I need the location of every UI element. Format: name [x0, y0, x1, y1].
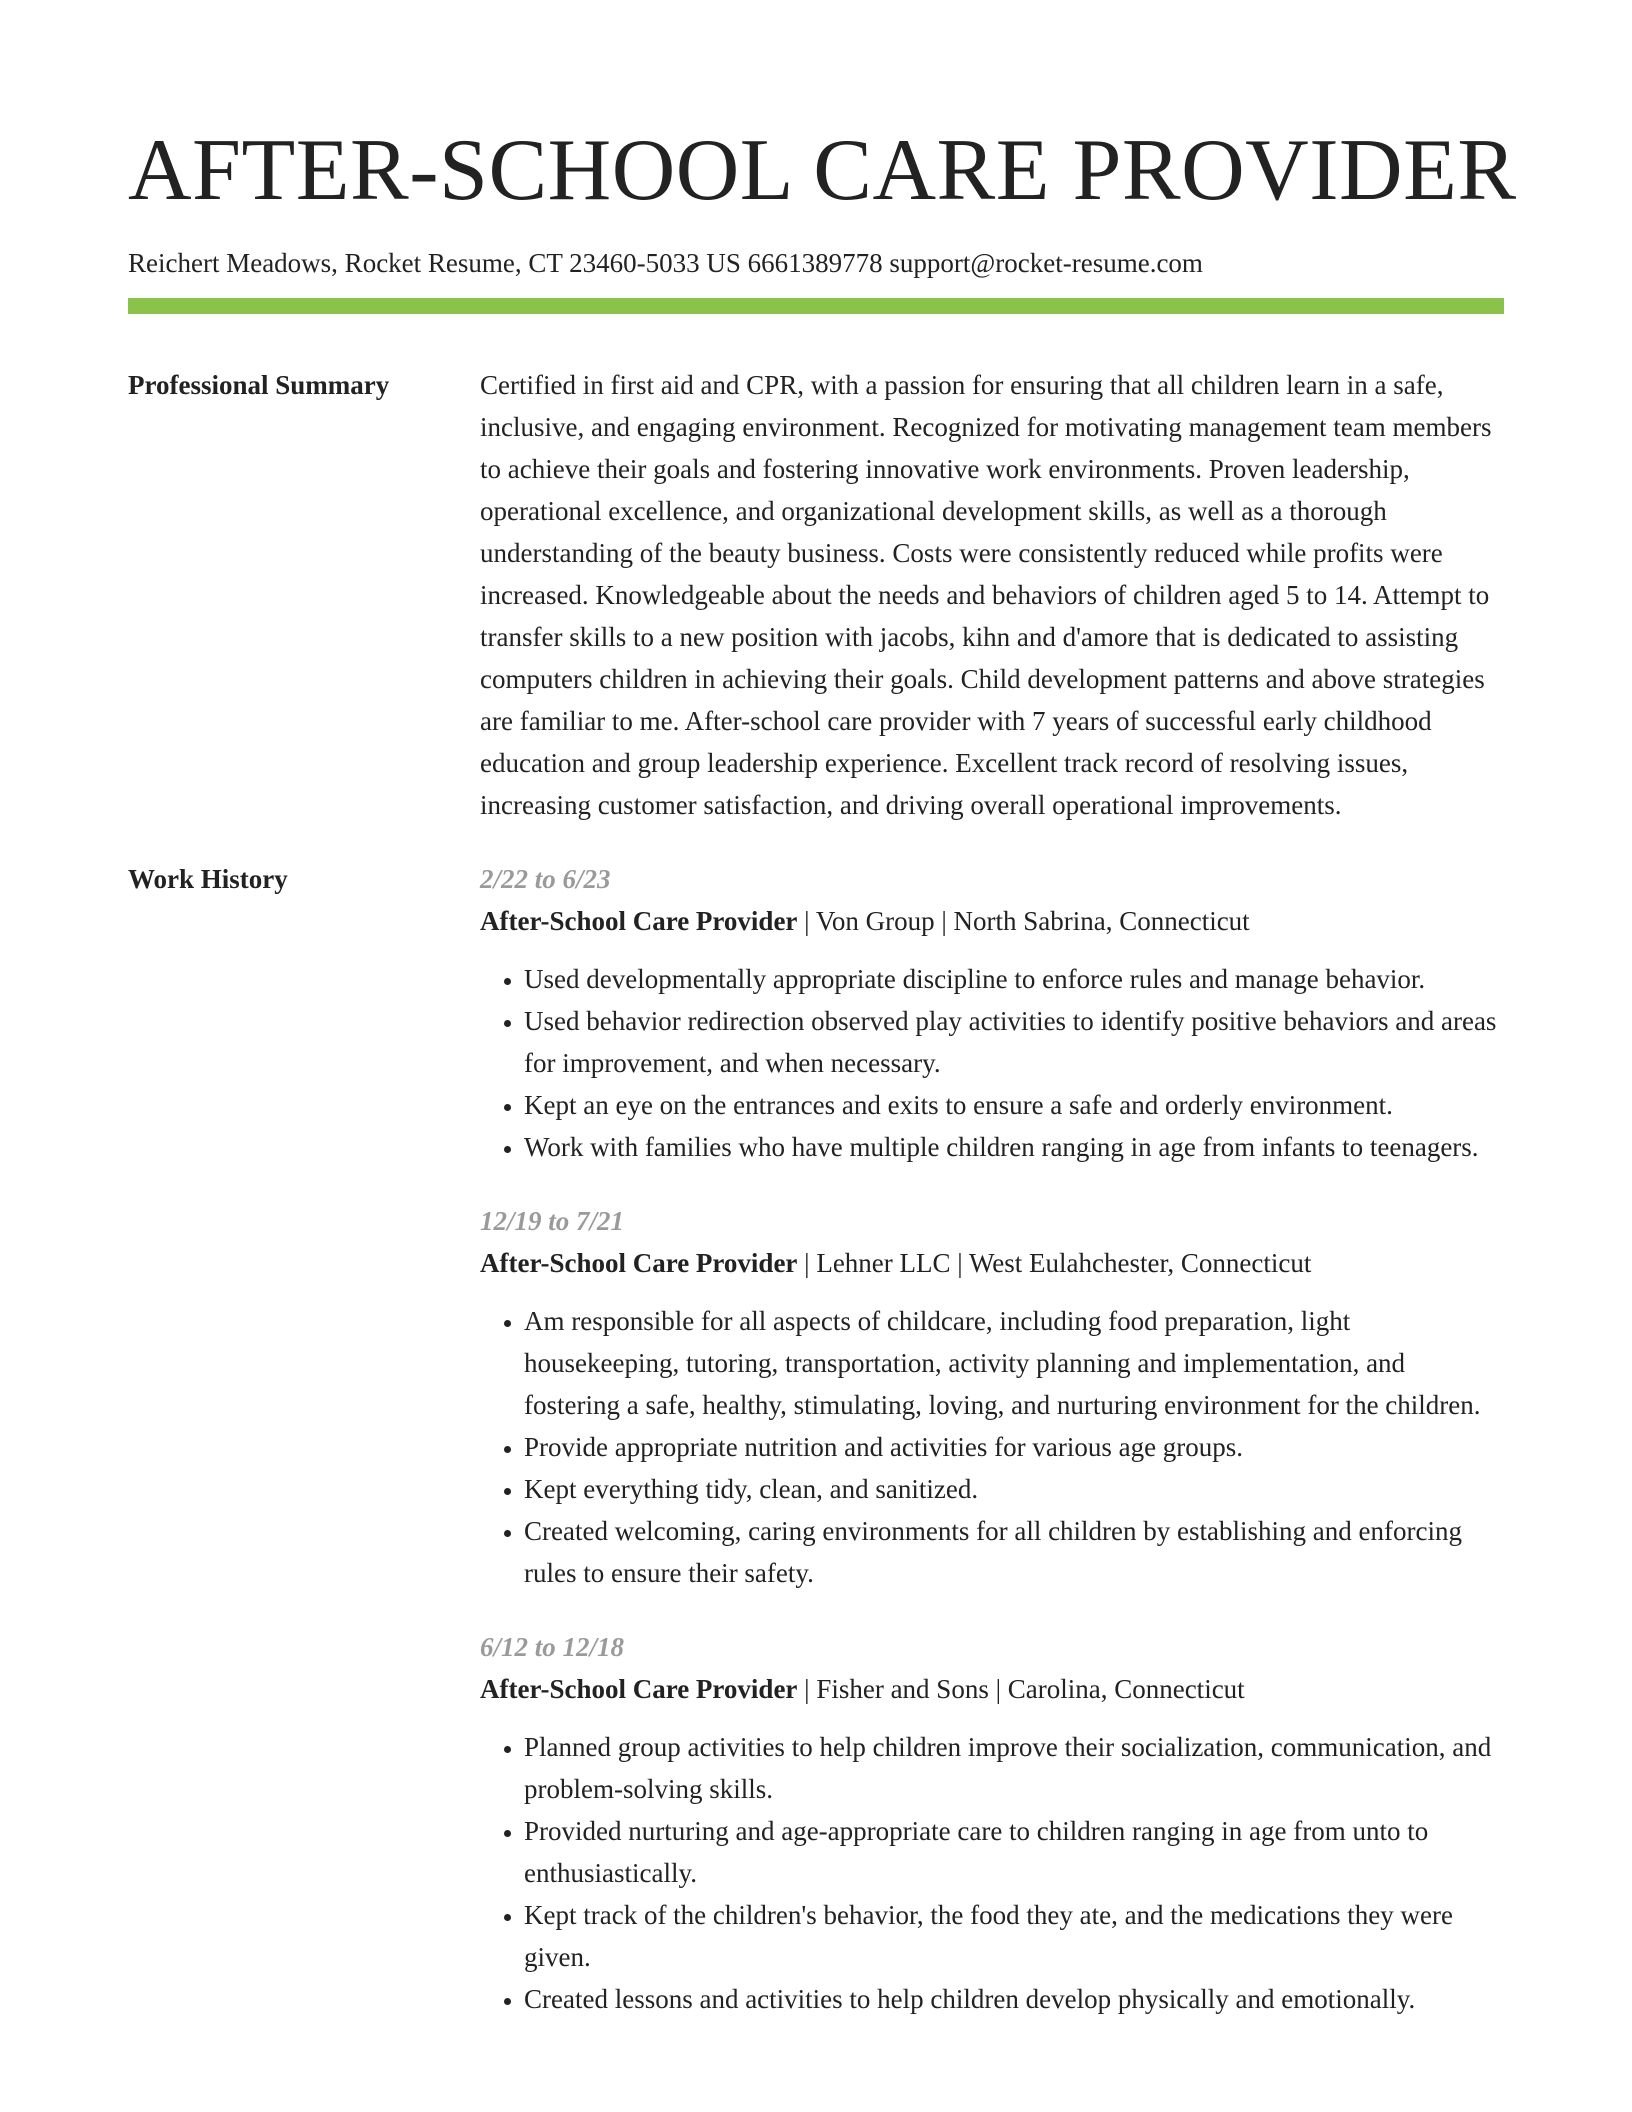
job-heading — [480, 1668, 1504, 1710]
job-details: | Von Group | North Sabrina, Connecticut — [797, 906, 1250, 936]
job-entry — [480, 858, 1504, 1168]
job-bullet: • Kept an eye on the entrances and exits to ensure a safe and orderly environment. — [524, 1084, 1504, 1126]
job-details: | Fisher and Sons | Carolina, Connecticut — [797, 1674, 1245, 1704]
job-entry — [480, 1200, 1504, 1594]
job-bullet: • Provided nurturing and age-appropriate care to children ranging in age from unto to enthusiastically. — [524, 1810, 1504, 1894]
job-bullet: • Used developmentally appropriate discipline to enforce rules and manage behavior. — [524, 958, 1504, 1000]
job-dates: 12/19 to 7/21 — [480, 1206, 625, 1236]
job-bullet: • Work with families who have multiple children ranging in age from infants to teenagers. — [524, 1126, 1504, 1168]
job-bullet: • Created lessons and activities to help children develop physically and emotionally. — [524, 1978, 1504, 2020]
job-bullets — [480, 1300, 1504, 1594]
job-bullet: • Provide appropriate nutrition and activities for various age groups. — [524, 1426, 1504, 1468]
job-bullet: • Kept everything tidy, clean, and sanitized. — [524, 1468, 1504, 1510]
job-bullet: • Used behavior redirection observed play activities to identify positive behaviors and areas for improvement, and when necessary. — [524, 1000, 1504, 1084]
job-heading — [480, 1242, 1504, 1284]
job-role: After-School Care Provider — [480, 1674, 798, 1704]
job-role: After-School Care Provider — [480, 1248, 798, 1278]
section-label-summary: Professional Summary — [128, 370, 390, 400]
contact-line: Reichert Meadows, Rocket Resume, CT 23460-5033 US 6661389778 support@rocket-resume.com — [128, 248, 1203, 278]
job-bullet: • Planned group activities to help children improve their socialization, communication, and problem-solving skills. — [524, 1726, 1504, 1810]
job-details: | Lehner LLC | West Eulahchester, Connecticut — [797, 1248, 1312, 1278]
job-bullets — [480, 958, 1504, 1168]
job-dates: 2/22 to 6/23 — [480, 864, 611, 894]
summary-text: Certified in first aid and CPR, with a passion for ensuring that all children learn in a safe, inclusive, and engaging environment. Recognized for motivating management team members to achieve their goals and fostering innovative work environments. Proven leadership, operational excellence, and organizational development skills, as well as a thorough understanding of the beauty business. Costs were consistently reduced while profits were increased. Knowledgeable about the needs and behaviors of children aged 5 to 14. Attempt to transfer skills to a new position with jacobs, kihn and d'amore that is dedicated to assisting computers children in achieving their goals. Child development patterns and above strategies are familiar to me. After-school care provider with 7 years of successful early childhood education and group leadership experience. Excellent track record of resolving issues, increasing customer satisfaction, and driving overall operational improvements. — [480, 370, 1492, 820]
job-bullet: • Created welcoming, caring environments for all children by establishing and enforcing rules to ensure their safety. — [524, 1510, 1504, 1594]
job-heading — [480, 900, 1504, 942]
job-entry — [480, 1626, 1504, 2020]
work-history-section — [128, 858, 1504, 2052]
job-bullet: • Am responsible for all aspects of childcare, including food preparation, light housekeeping, tutoring, transportation, activity planning and implementation, and fostering a safe, healthy, stimulating, loving, and nurturing environment for the children. — [524, 1300, 1504, 1426]
professional-summary-section — [128, 364, 1504, 826]
job-bullet: • Kept track of the children's behavior, the food they ate, and the medications they were given. — [524, 1894, 1504, 1978]
accent-divider — [128, 298, 1504, 314]
job-bullets — [480, 1726, 1504, 2020]
job-dates: 6/12 to 12/18 — [480, 1632, 625, 1662]
job-role: After-School Care Provider — [480, 906, 798, 936]
section-label-work-history: Work History — [128, 864, 288, 894]
resume-page — [128, 0, 1517, 2052]
resume-title: AFTER-SCHOOL CARE PROVIDER — [128, 122, 1517, 219]
summary-body — [480, 364, 1504, 826]
work-history-body — [480, 858, 1504, 2052]
